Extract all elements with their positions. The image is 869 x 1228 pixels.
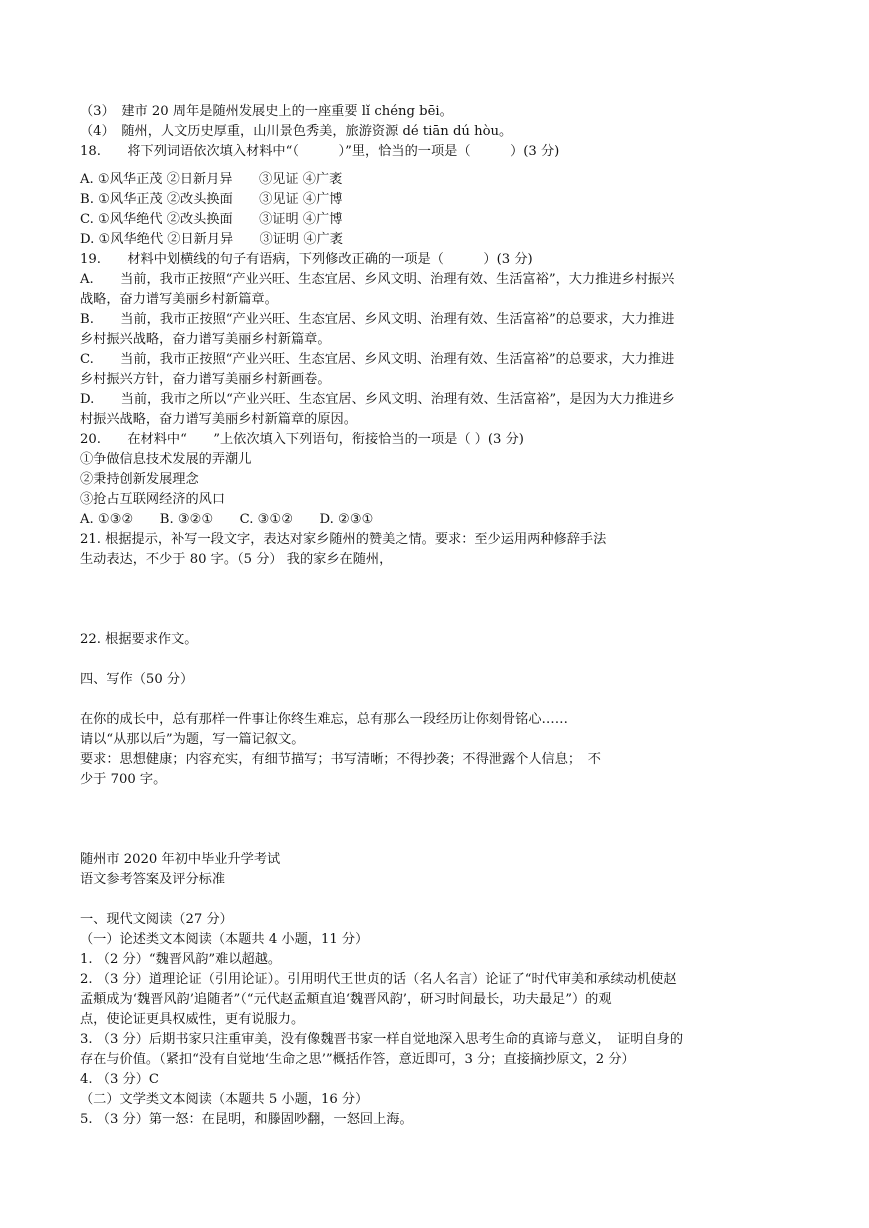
- option-b-cont: 乡村振兴战略，奋力谱写美丽乡村新篇章。: [80, 332, 331, 347]
- option-c-cont: 乡村振兴方针，奋力谱写美丽乡村新画卷。: [80, 372, 331, 387]
- answer-item: 3. （3 分）后期书家只注重审美，没有像魏晋书家一样自觉地深入思考生命的真谛与意义， 证明自身的: [80, 1032, 684, 1047]
- prompt-text: 请以“从那以后”为题，写一篇记叙文。: [80, 732, 305, 747]
- option-a: A. 当前，我市正按照“产业兴旺、生态宜居、乡风文明、治理有效、生活富裕”，大力推进乡村振兴: [80, 272, 675, 287]
- text-line: （3） 建市 20 周年是随州发展史上的一座重要 lǐ chéng bēi。: [80, 104, 453, 119]
- section-heading: 四、写作（50 分）: [80, 672, 194, 687]
- section-heading: 一、现代文阅读（27 分）: [80, 912, 233, 927]
- answer-subtitle: 语文参考答案及评分标准: [80, 872, 226, 887]
- sentence-item: ③抢占互联网经济的风口: [80, 492, 226, 507]
- question-21: 21. 根据提示，补写一段文字，表达对家乡随州的赞美之情。要求：至少运用两种修辞手法: [80, 532, 607, 547]
- option-d: D. ①风华绝代 ②日新月异 ③证明 ④广袤: [80, 232, 343, 247]
- exam-document: [80, 102, 800, 1130]
- options-row: A. ①③② B. ③②① C. ③①② D. ②③①: [80, 512, 374, 527]
- option-b: B. ①风华正茂 ②改头换面 ③见证 ④广博: [80, 192, 343, 207]
- question-22: 22. 根据要求作文。: [80, 632, 198, 647]
- text-line: （4） 随州，人文历史厚重，山川景色秀美，旅游资源 dé tiān dú hòu。: [80, 124, 513, 139]
- question-19: 19. 材料中划横线的句子有语病，下列修改正确的一项是（ ）(3 分): [80, 252, 533, 267]
- question-18: 18. 将下列词语依次填入材料中“（ ）”里，恰当的一项是（ ）(3 分): [80, 144, 560, 159]
- answer-title: 随州市 2020 年初中毕业升学考试: [80, 852, 281, 867]
- answer-item: 1. （2 分）“魏晋风韵”难以超越。: [80, 952, 282, 967]
- sentence-item: ①争做信息技术发展的弄潮儿: [80, 452, 252, 467]
- requirements-text: 少于 700 字。: [80, 772, 167, 787]
- option-d: D. 当前，我市之所以“产业兴旺、生态宜居、乡风文明、治理有效、生活富裕”，是因为大力推进乡: [80, 392, 675, 407]
- option-a-cont: 战略，奋力谱写美丽乡村新篇章。: [80, 292, 278, 307]
- option-c: C. 当前，我市正按照“产业兴旺、生态宜居、乡风文明、治理有效、生活富裕”的总要求，大力推进: [80, 352, 675, 367]
- prompt-text: 在你的成长中，总有那样一件事让你终生难忘，总有那么一段经历让你刻骨铭心……: [80, 712, 568, 727]
- subsection-heading: （一）论述类文本阅读（本题共 4 小题，11 分）: [80, 932, 369, 947]
- option-b: B. 当前，我市正按照“产业兴旺、生态宜居、乡风文明、治理有效、生活富裕”的总要求，大力推进: [80, 312, 675, 327]
- sentence-item: ②秉持创新发展理念: [80, 472, 199, 487]
- requirements-text: 要求：思想健康；内容充实，有细节描写；书写清晰；不得抄袭；不得泄露个人信息； 不: [80, 752, 601, 767]
- question-21-cont: 生动表达，不少于 80 字。（5 分） 我的家乡在随州，: [80, 552, 393, 567]
- answer-item-cont: 孟頫成为‘魏晋风韵’追随者”（“元代赵孟頫直追‘魏晋风韵’，研习时间最长，功夫最足”）的观: [80, 992, 612, 1007]
- answer-item-cont: 存在与价值。（紧扣“没有自觉地‘生命之思’”概括作答，意近即可，3 分；直接摘抄原文，2 分）: [80, 1052, 635, 1067]
- answer-item: 5. （3 分）第一怒：在昆明，和滕固吵翻，一怒回上海。: [80, 1112, 413, 1127]
- answer-item: 4. （3 分）C: [80, 1072, 160, 1087]
- answer-item-cont: 点，使论证更具权威性，更有说服力。: [80, 1012, 305, 1027]
- question-20: 20. 在材料中“ ”上依次填入下列语句，衔接恰当的一项是（ ）(3 分): [80, 432, 524, 447]
- option-a: A. ①风华正茂 ②日新月异 ③见证 ④广袤: [80, 172, 343, 187]
- answer-item: 2. （3 分）道理论证（引用论证）。引用明代王世贞的话（名人名言）论证了“时代审美和承续动机使赵: [80, 972, 677, 987]
- option-d-cont: 村振兴战略，奋力谱写美丽乡村新篇章的原因。: [80, 412, 357, 427]
- option-c: C. ①风华绝代 ②改头换面 ③证明 ④广博: [80, 212, 343, 227]
- subsection-heading: （二）文学类文本阅读（本题共 5 小题，16 分）: [80, 1092, 369, 1107]
